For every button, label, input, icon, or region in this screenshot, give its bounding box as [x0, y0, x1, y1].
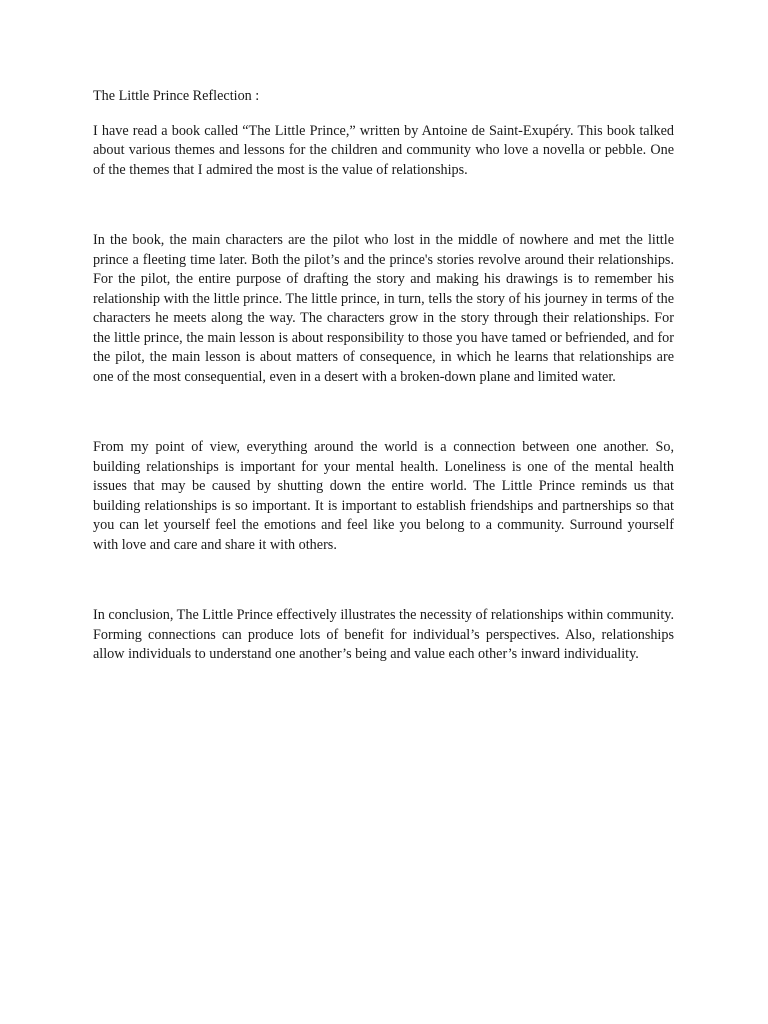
paragraph-introduction: I have read a book called “The Little Prince,” written by Antoine de Saint-Exupéry. This book talked about various themes and lessons for the children and community who love a novella or pebble. One of the themes that I admired the most is the value of relationships. — [93, 122, 674, 178]
paragraph-characters: In the book, the main characters are the pilot who lost in the middle of nowhere and met the little prince a fleeting time later. Both the pilot’s and the prince's stories revolve around their relationships. For the pilot, the entire purpose of drafting the story and making his drawings is to remember his relationship with the little prince. The little prince, in turn, tells the story of his journey in terms of the characters he meets along the way. The characters grow in the story through their relationships. For the little prince, the main lesson is about responsibility to those you have tamed or befriended, and for the pilot, the main lesson is about matters of consequence, in which he learns that relationships are one of the most consequential, even in a desert with a broken-down plane and limited water. — [93, 232, 674, 385]
paragraph-conclusion: In conclusion, The Little Prince effectively illustrates the necessity of relationships within community. Forming connections can produce lots of benefit for individual’s perspectives. Also, relationships allow individuals to understand one another’s being and value each other’s inward individuality. — [93, 607, 674, 662]
document-body — [93, 87, 674, 665]
document-title: The Little Prince Reflection : — [93, 88, 260, 104]
paragraph-point-of-view: From my point of view, everything around the world is a connection between one another. So, building relationships is important for your mental health. Loneliness is one of the mental health issues that may be caused by shutting down the entire world. The Little Prince reminds us that building relationships is so important. It is important to establish friendships and partnerships so that you can let yourself feel the emotions and feel like you belong to a community. Surround yourself with love and care and share it with others. — [93, 439, 674, 553]
